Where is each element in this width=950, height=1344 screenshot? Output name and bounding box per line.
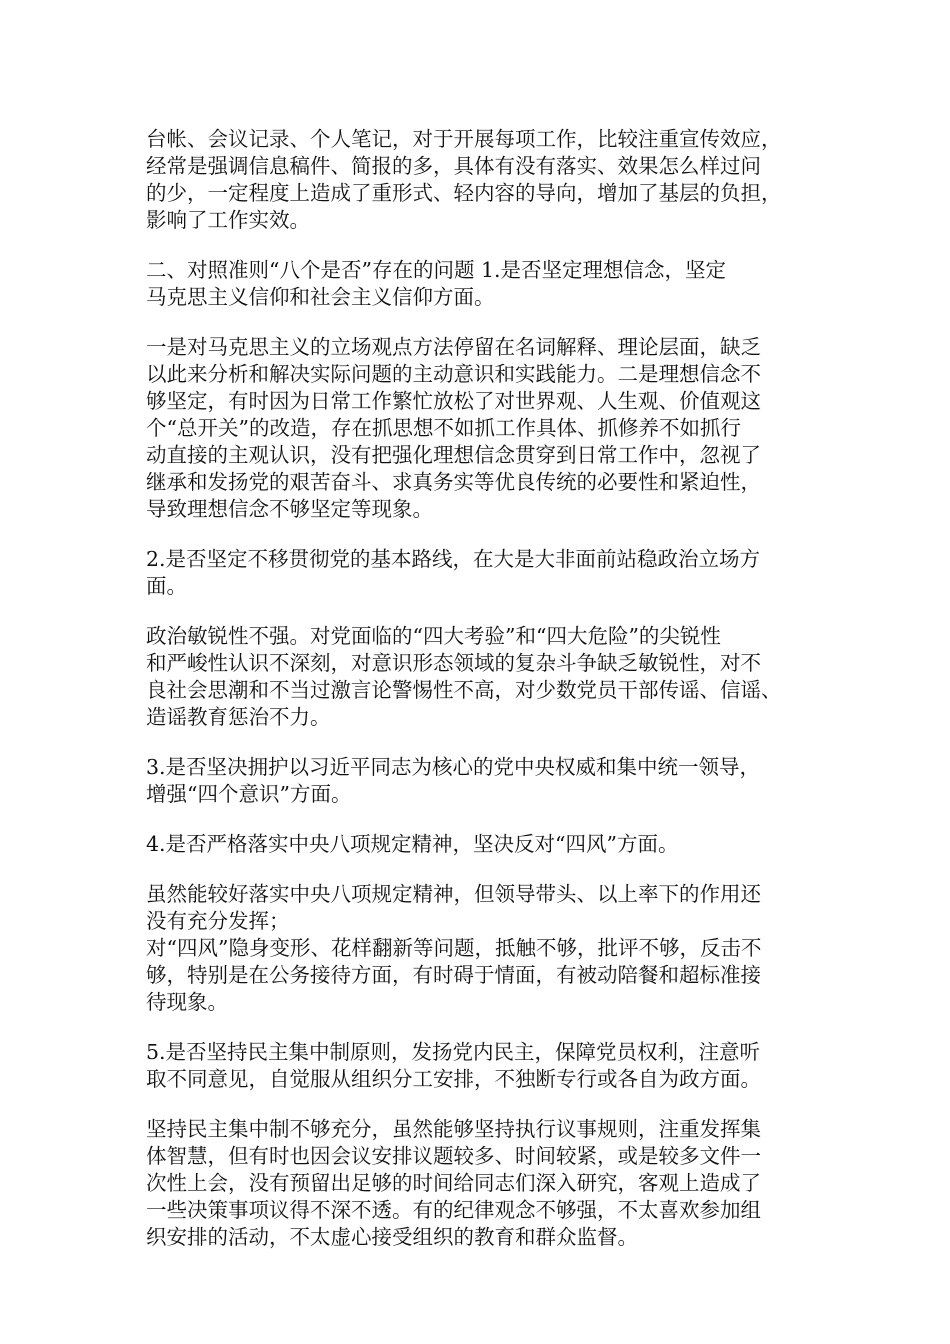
text-line: 3.是否坚决拥护以习近平同志为核心的党中央权威和集中统一领导，	[146, 755, 761, 779]
text-line: 次性上会，没有预留出足够的时间给同志们深入研究，客观上造成了	[146, 1171, 761, 1195]
text-line: 以此来分析和解决实际问题的主动意识和实践能力。二是理想信念不	[146, 362, 761, 386]
text-line: 导致理想信念不够坚定等现象。	[146, 497, 433, 521]
text-line: 对“四风”隐身变形、花样翻新等问题，抵触不够，批评不够，反击不	[146, 936, 762, 960]
text-line: 5.是否坚持民主集中制原则，发扬党内民主，保障党员权利，注意听	[146, 1040, 761, 1064]
text-line: 动直接的主观认识，没有把强化理想信念贯穿到日常工作中，忽视了	[146, 443, 761, 467]
text-line: 2.是否坚定不移贯彻党的基本路线，在大是大非面前站稳政治立场方	[146, 547, 761, 571]
text-line: 台帐、会议记录、个人笔记，对于开展每项工作，比较注重宣传效应，	[146, 127, 782, 151]
text-line: 体智慧，但有时也因会议安排议题较多、时间较紧，或是较多文件一	[146, 1144, 761, 1168]
item-heading-2	[146, 546, 810, 600]
text-line: 造谣教育惩治不力。	[146, 705, 331, 729]
paragraph-political-sensitivity	[146, 623, 810, 731]
item-heading-3	[146, 754, 810, 808]
text-line: 政治敏锐性不强。对党面临的“四大考验”和“四大危险”的尖锐性	[146, 624, 721, 648]
paragraph-work-style	[146, 126, 810, 234]
text-line: 够，特别是在公务接待方面，有时碍于情面，有被动陪餐和超标准接	[146, 963, 761, 987]
text-line: 待现象。	[146, 990, 228, 1014]
text-line: 的少，一定程度上造成了重形式、轻内容的导向，增加了基层的负担，	[146, 181, 782, 205]
text-line: 增强“四个意识”方面。	[146, 782, 352, 806]
text-line: 没有充分发挥；	[146, 909, 290, 933]
section-heading-eight-questions	[146, 257, 810, 311]
text-line: 4.是否严格落实中央八项规定精神，坚决反对“四风”方面。	[146, 832, 679, 856]
text-line: 继承和发扬党的艰苦奋斗、求真务实等优良传统的必要性和紧迫性，	[146, 470, 761, 494]
document-body	[146, 126, 810, 1274]
paragraph-ideals-beliefs	[146, 334, 810, 523]
item-heading-4	[146, 831, 810, 858]
text-line: 和严峻性认识不深刻，对意识形态领域的复杂斗争缺乏敏锐性，对不	[146, 651, 761, 675]
text-line: 良社会思潮和不当过激言论警惕性不高，对少数党员干部传谣、信谣、	[146, 678, 782, 702]
item-heading-5	[146, 1039, 810, 1093]
text-line: 个“总开关”的改造，存在抓思想不如抓工作具体、抓修养不如抓行	[146, 416, 741, 440]
text-line: 取不同意见，自觉服从组织分工安排，不独断专行或各自为政方面。	[146, 1067, 761, 1091]
text-line: 影响了工作实效。	[146, 208, 310, 232]
text-line: 一些决策事项议得不深不透。有的纪律观念不够强，不太喜欢参加组	[146, 1198, 761, 1222]
text-line: 面。	[146, 574, 187, 598]
text-line: 坚持民主集中制不够充分，虽然能够坚持执行议事规则，注重发挥集	[146, 1117, 761, 1141]
text-line: 马克思主义信仰和社会主义信仰方面。	[146, 285, 495, 309]
text-line: 一是对马克思主义的立场观点方法停留在名词解释、理论层面，缺乏	[146, 335, 761, 359]
text-line: 织安排的活动，不太虚心接受组织的教育和群众监督。	[146, 1225, 638, 1249]
text-line: 二、对照准则“八个是否”存在的问题 1.是否坚定理想信念，坚定	[146, 258, 727, 282]
text-line: 虽然能较好落实中央八项规定精神，但领导带头、以上率下的作用还	[146, 882, 761, 906]
paragraph-eight-rules	[146, 881, 810, 1016]
text-line: 经常是强调信息稿件、简报的多，具体有没有落实、效果怎么样过问	[146, 154, 761, 178]
paragraph-democratic-centralism	[146, 1116, 810, 1251]
text-line: 够坚定，有时因为日常工作繁忙放松了对世界观、人生观、价值观这	[146, 389, 761, 413]
